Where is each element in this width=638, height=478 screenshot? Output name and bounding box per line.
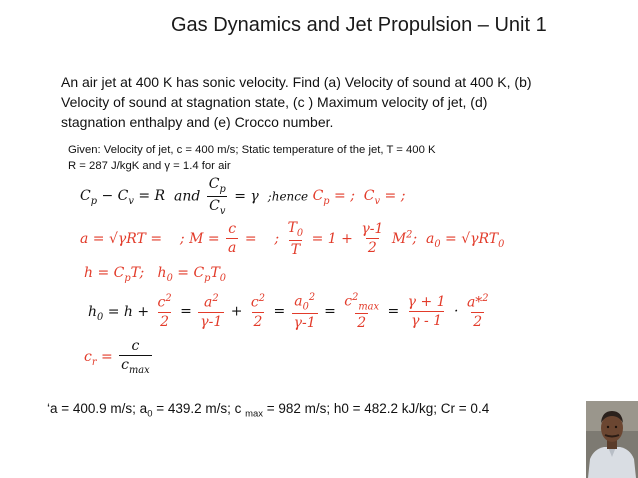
problem-line-1: An air jet at 400 K has sonic velocity. Find (a) Velocity of sound at 400 K, (b) [61,74,532,90]
formula-stagnation-enthalpy: $h_0 = h$ + $\frac{c^2}{2}$ = $\frac{a^2}{\gamma-1}$ + $\frac{c^2}{2}$ = $\frac{a_0^2}{\gamma-1}$ = $c^2_{max}$ 2 = $\frac{\gamma + 1}{\gamma - 1}$ · $\frac{a*^2}{2}$ [88,292,489,332]
formula-sound-velocity: a = √γRT = ; M = $\frac{c}{a}$ = ; $\frac{T_0}{T}$ = 1 + $\frac{\gamma-1}{2}$ $M^2$; $a_0 = √\gamma RT_0$ [80,220,505,258]
problem-line-3: stagnation enthalpy and (e) Crocco number. [61,114,334,130]
formula-enthalpy: $h = C_pT$; $h_0 = C_pT_0$ [84,265,227,284]
answer-line: ‘a = 400.9 m/s; $a_0 = 439.2$ m/s; c $_{max}$ = 982 m/s; h0 = 482.2 kJ/kg; Cr = 0.4 [47,401,490,420]
given-line-1: Given: Velocity of jet, c = 400 m/s; Static temperature of the jet, T = 400 K [68,144,436,156]
presenter-photo [586,401,638,478]
given-line-2: R = 287 J/kgK and γ = 1.4 for air [68,160,231,172]
slide-title: Gas Dynamics and Jet Propulsion – Unit 1 [171,14,547,36]
formula-crocco: $c_r$ = c $c_{max}$ [84,338,150,376]
formula-specific-heats: $C_p - C_v = R$ and $\frac{C_p}{C_v}$ = γ ;hence $C_p$ = ; $C_v$ = ; [80,176,406,217]
problem-line-2: Velocity of sound at stagnation state, (c ) Maximum velocity of jet, (d) [61,94,488,110]
